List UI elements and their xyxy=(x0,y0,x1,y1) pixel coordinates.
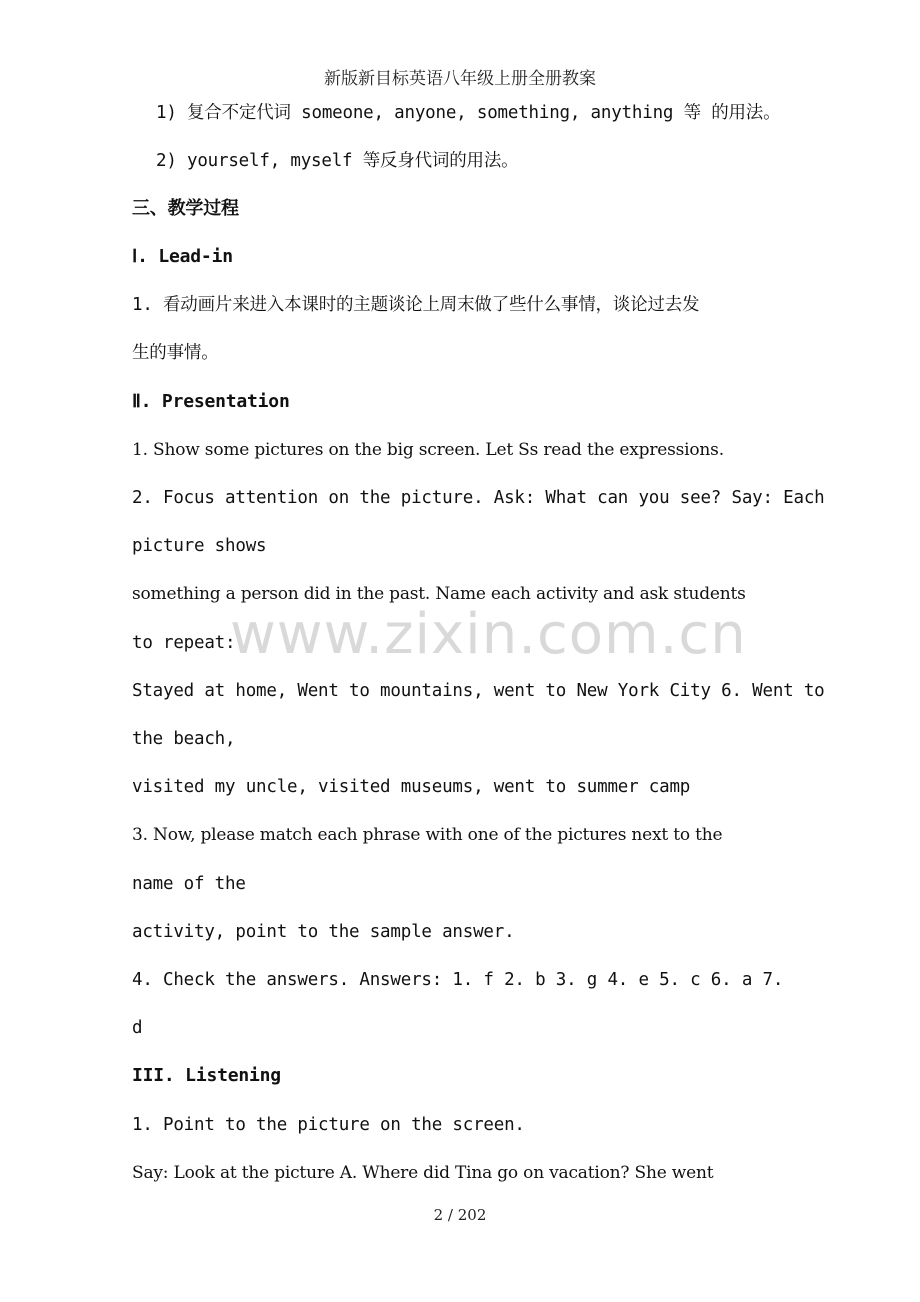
text-line: 生的事情。 xyxy=(132,343,219,363)
text-line: something a person did in the past. Name each activity and ask students xyxy=(132,584,746,604)
page-header-title: 新版新目标英语八年级上册全册教案 xyxy=(324,69,596,89)
text-line: d xyxy=(132,1018,143,1038)
text-line: 1. Show some pictures on the big screen. Let Ss read the expressions. xyxy=(132,440,724,460)
text-line: name of the xyxy=(132,874,246,894)
section-heading: 三、教学过程 xyxy=(132,198,239,219)
text-line: Stayed at home, Went to mountains, went to New York City 6. Went to xyxy=(132,681,825,701)
text-line: to repeat: xyxy=(132,633,236,653)
text-line: 3. Now, please match each phrase with one of the pictures next to the xyxy=(132,825,723,845)
section-heading: Ⅱ. Presentation xyxy=(132,391,290,412)
text-line: activity, point to the sample answer. xyxy=(132,922,515,942)
text-line: visited my uncle, visited museums, went to summer camp xyxy=(132,777,691,797)
text-line: picture shows xyxy=(132,536,267,556)
text-line: 1. 看动画片来进入本课时的主题谈论上周末做了些什么事情，谈论过去发 xyxy=(132,295,700,315)
page-number: 2 / 202 xyxy=(433,1206,487,1224)
text-line: 4. Check the answers. Answers: 1. f 2. b 3. g 4. e 5. c 6. a 7. xyxy=(132,970,784,990)
watermark: www.zixin.com.cn xyxy=(230,602,747,667)
text-line: the beach, xyxy=(132,729,236,749)
section-heading: III. Listening xyxy=(132,1065,281,1086)
text-line: 1) 复合不定代词 someone, anyone, something, anything 等 的用法。 xyxy=(156,103,781,123)
text-line: 2. Focus attention on the picture. Ask: What can you see? Say: Each xyxy=(132,488,825,508)
text-line: Say: Look at the picture A. Where did Tina go on vacation? She went xyxy=(132,1163,714,1183)
text-line: 1. Point to the picture on the screen. xyxy=(132,1115,525,1135)
section-heading: Ⅰ. Lead-in xyxy=(132,246,233,267)
text-line: 2) yourself, myself 等反身代词的用法。 xyxy=(156,151,519,171)
